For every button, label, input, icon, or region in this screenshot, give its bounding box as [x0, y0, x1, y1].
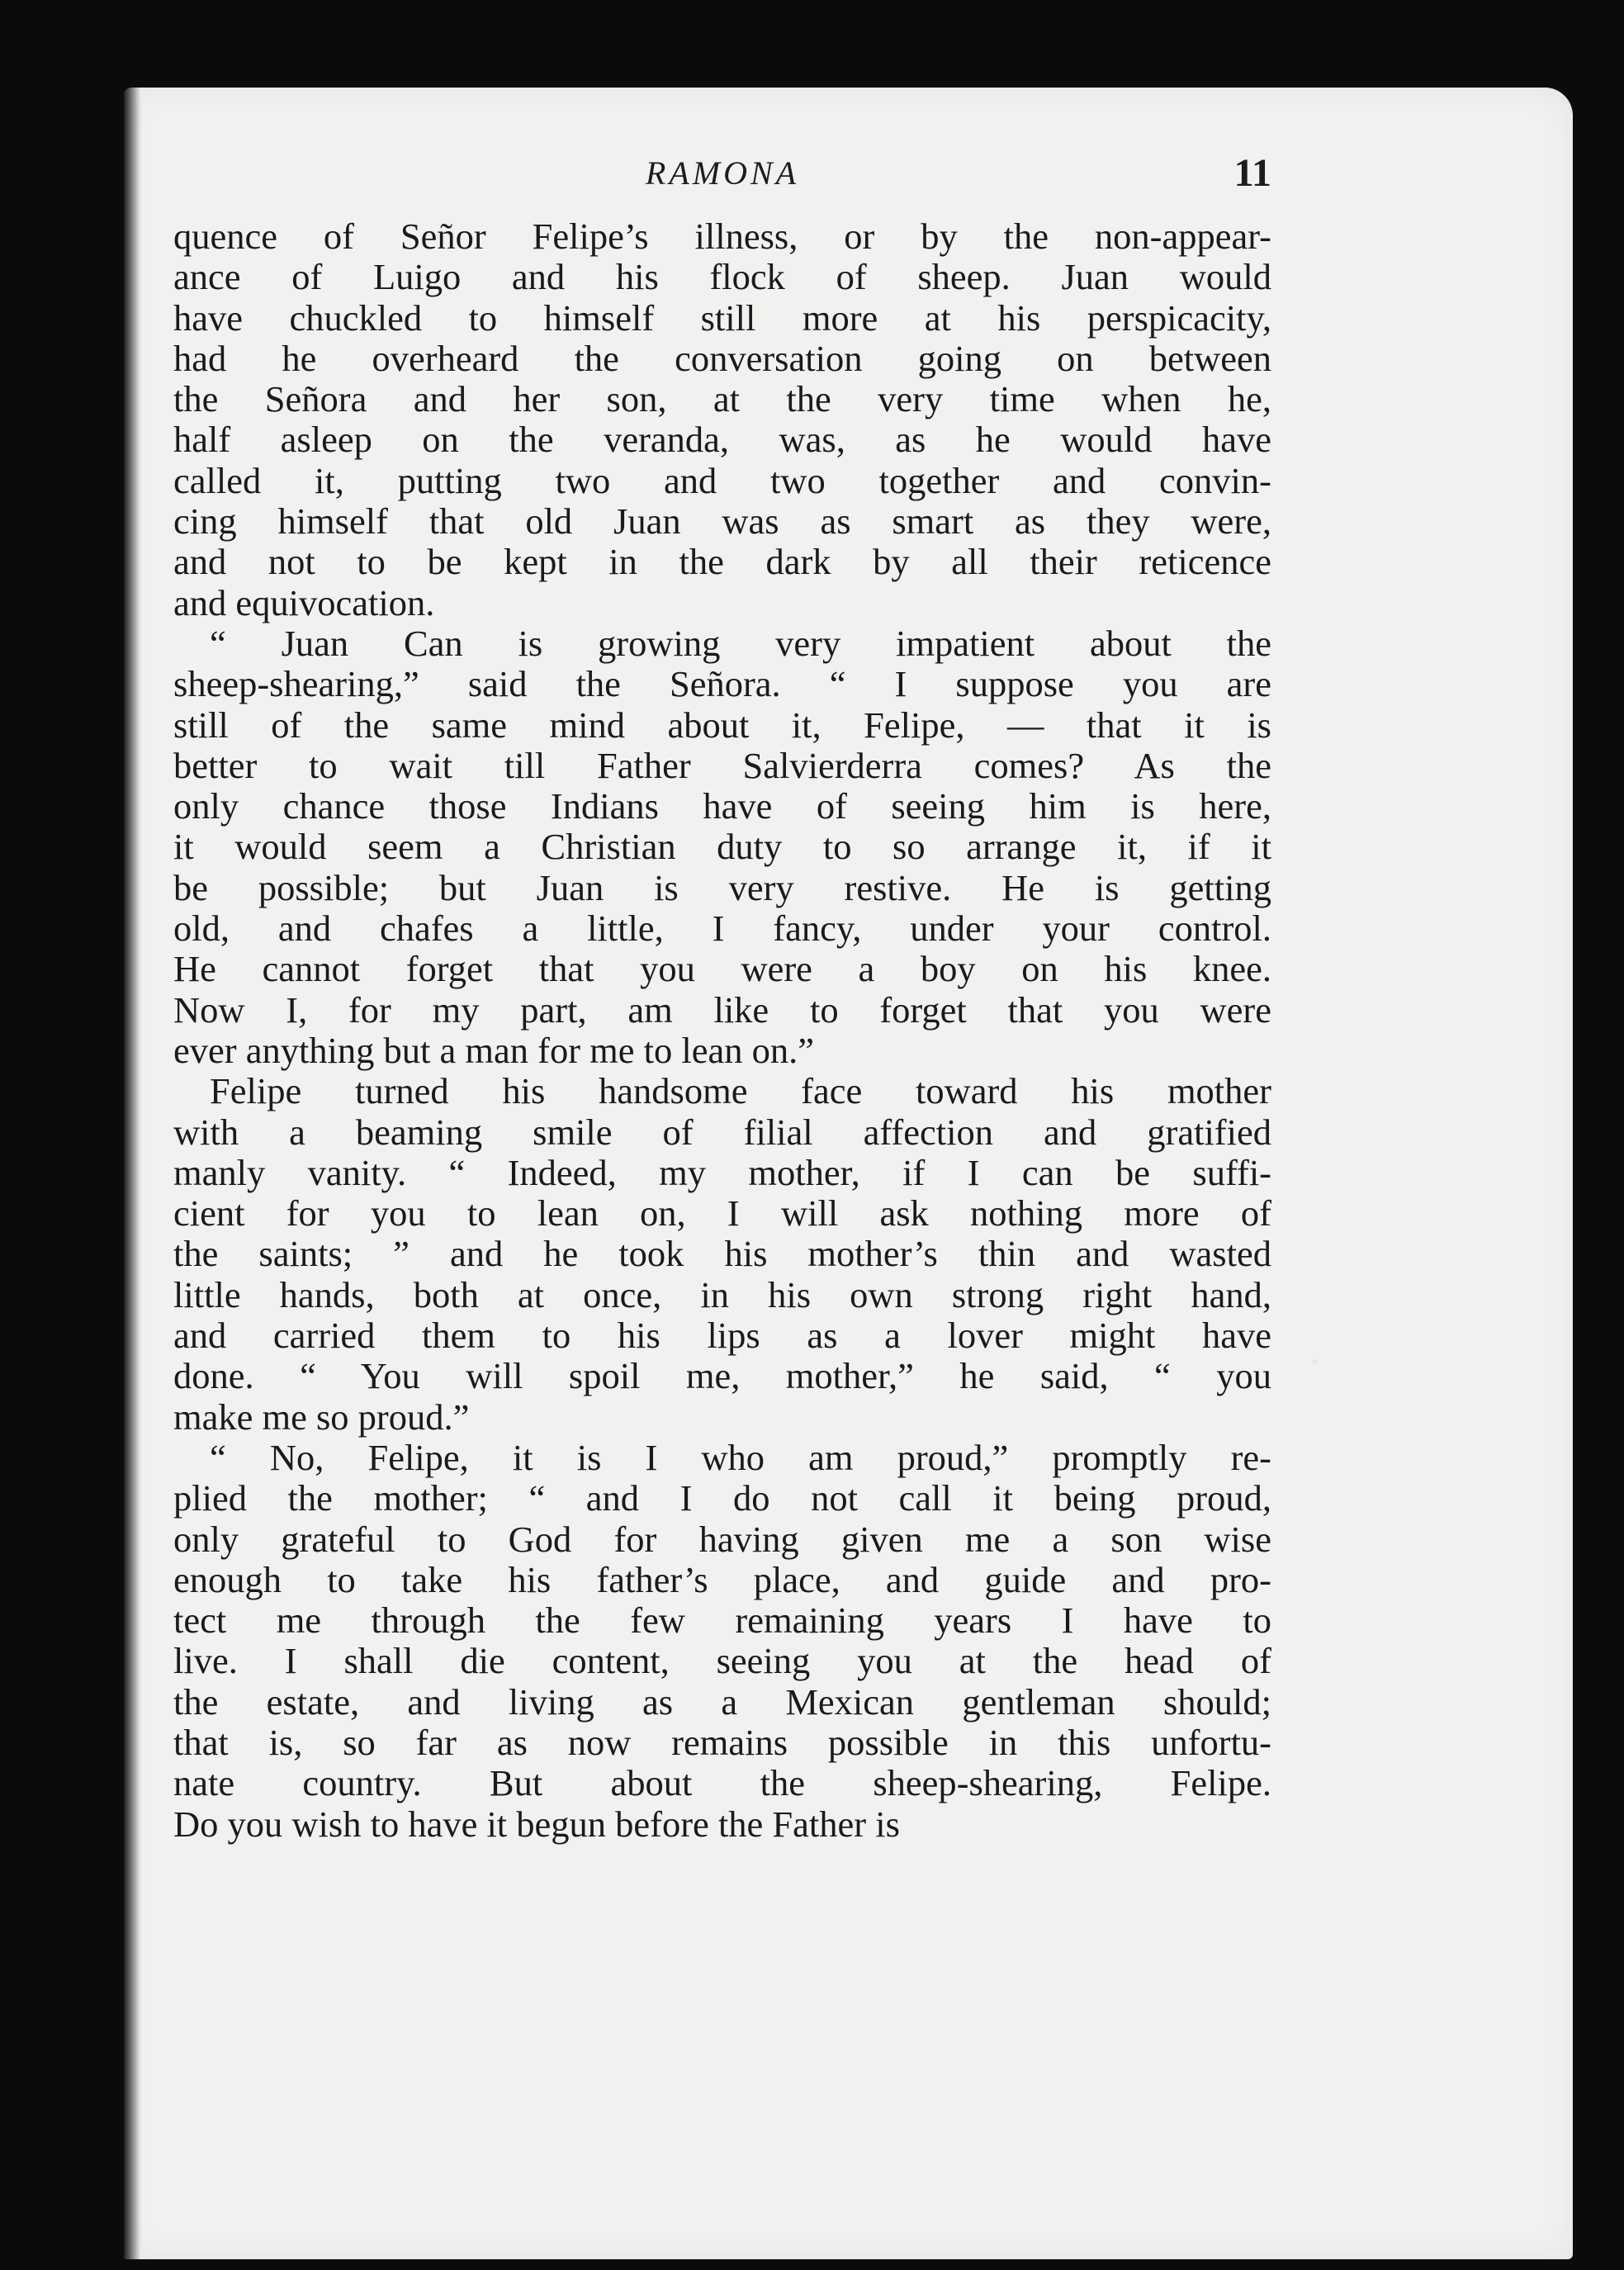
text-line: old, and chafes a little, I fancy, under your control.	[173, 908, 1271, 950]
text-line: the Señora and her son, at the very time when he,	[173, 378, 1271, 420]
text-line: still of the same mind about it, Felipe, — that it is	[173, 704, 1271, 746]
text-line: enough to take his father’s place, and guide and pro-	[173, 1558, 1271, 1600]
text-line: and not to be kept in the dark by all their reticence	[173, 541, 1271, 583]
paragraph	[173, 216, 1271, 623]
text-line: “ Juan Can is growing very impatient about the	[210, 622, 1271, 664]
text-line: sheep-shearing,” said the Señora. “ I suppose you are	[173, 663, 1271, 705]
text-line: Felipe turned his handsome face toward his mother	[210, 1070, 1271, 1112]
text-line: half asleep on the veranda, was, as he would have	[173, 419, 1271, 461]
text-line: nate country. But about the sheep-shearing, Felipe.	[173, 1762, 1271, 1804]
paragraph	[173, 1071, 1271, 1438]
text-line: Now I, for my part, am like to forget that you were	[173, 988, 1271, 1031]
body-text	[173, 216, 1271, 1845]
text-line: that is, so far as now remains possible in this unfortu-	[173, 1721, 1271, 1763]
dust-speck	[1313, 1359, 1318, 1364]
text-line: the saints; ” and he took his mother’s thin and wasted	[173, 1233, 1271, 1275]
text-line: He cannot forget that you were a boy on his knee.	[173, 948, 1271, 990]
text-line: it would seem a Christian duty to so arrange it, if it	[173, 826, 1271, 868]
text-line: and carried them to his lips as a lover might have	[173, 1315, 1271, 1357]
paragraph	[173, 623, 1271, 1071]
paragraph	[173, 1438, 1271, 1845]
text-line: Do you wish to have it begun before the Father is	[173, 1803, 900, 1845]
text-line: the estate, and living as a Mexican gentleman should;	[173, 1680, 1271, 1723]
text-line: better to wait till Father Salvierderra comes? As the	[173, 744, 1271, 786]
running-head	[173, 151, 1271, 211]
text-line: live. I shall die content, seeing you at the head of	[173, 1640, 1271, 1682]
text-line: manly vanity. “ Indeed, my mother, if I can be suffi-	[173, 1151, 1271, 1193]
text-line: make me so proud.”	[173, 1396, 470, 1438]
text-line: cient for you to lean on, I will ask nothing more of	[173, 1192, 1271, 1235]
text-line: quence of Señor Felipe’s illness, or by the non-appear-	[173, 216, 1271, 257]
text-line: “ No, Felipe, it is I who am proud,” promptly re-	[210, 1436, 1271, 1478]
text-line: tect me through the few remaining years I have to	[173, 1599, 1271, 1642]
page-number: 11	[1233, 151, 1271, 195]
text-line: ance of Luigo and his flock of sheep. Juan would	[173, 256, 1271, 298]
text-line: only chance those Indians have of seeing him is here,	[173, 785, 1271, 827]
text-line: be possible; but Juan is very restive. He is getting	[173, 866, 1271, 908]
text-line: ever anything but a man for me to lean on.”	[173, 1029, 815, 1071]
text-line: called it, putting two and two together and convin-	[173, 459, 1271, 501]
page-gutter-shadow	[124, 88, 142, 2259]
text-line: have chuckled to himself still more at his perspicacity,	[173, 296, 1271, 339]
text-line: cing himself that old Juan was as smart as they were,	[173, 500, 1271, 543]
text-line: only grateful to God for having given me a son wise	[173, 1518, 1271, 1560]
text-line: and equivocation.	[173, 581, 435, 623]
text-line: little hands, both at once, in his own strong right hand,	[173, 1273, 1271, 1315]
text-line: with a beaming smile of filial affection and gratified	[173, 1111, 1271, 1153]
text-line: had he overheard the conversation going on between	[173, 337, 1271, 379]
running-title: RAMONA	[645, 154, 800, 192]
text-line: done. “ You will spoil me, mother,” he said, “ you	[173, 1355, 1271, 1397]
text-line: plied the mother; “ and I do not call it being proud,	[173, 1477, 1271, 1519]
